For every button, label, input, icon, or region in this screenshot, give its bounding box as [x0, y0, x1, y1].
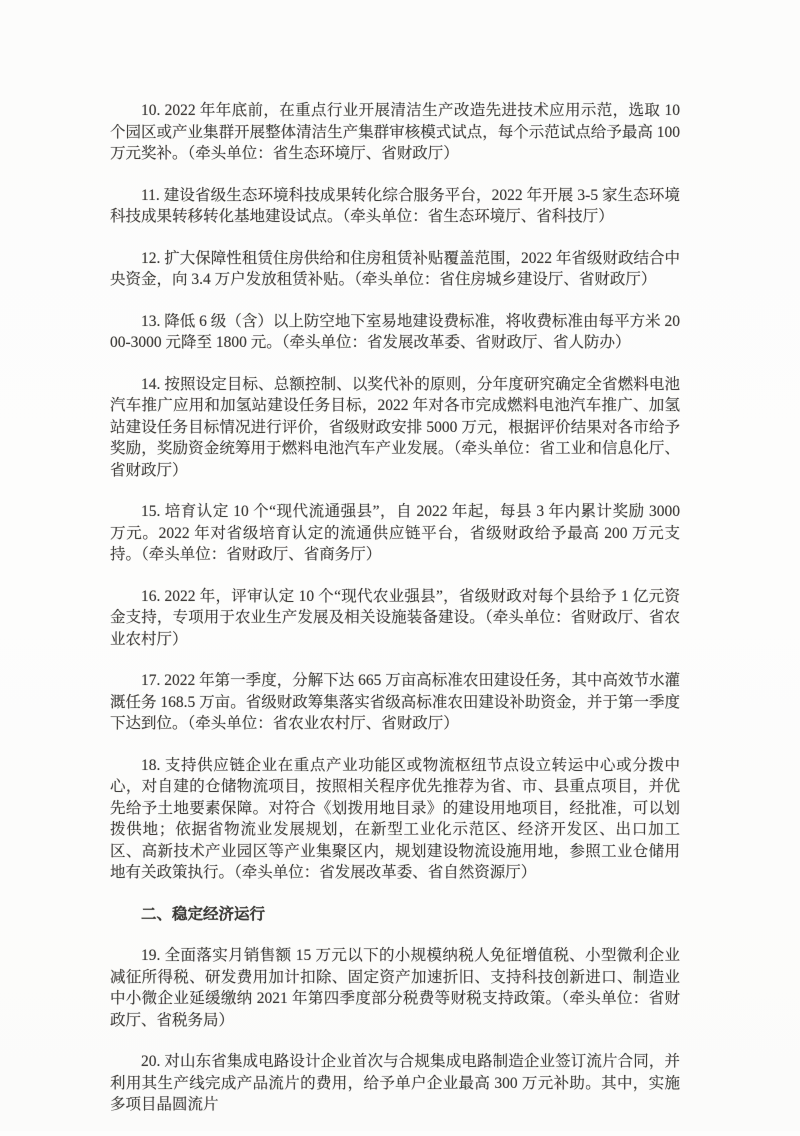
- paragraph-item-13: 13. 降低 6 级（含）以上防空地下室易地建设费标准，将收费标准由每平方米 2000-3000 元降至 1800 元。（牵头单位：省发展改革委、省财政厅、省人防办）: [110, 312, 680, 351]
- section-heading: 二、稳定经济运行: [141, 905, 266, 923]
- paragraph-item-17: 17. 2022 年第一季度，分解下达 665 万亩高标准农田建设任务，其中高效节水灌溉任务 168.5 万亩。省级财政筹集落实省级高标准农田建设补助资金，并于第一季度下达到位。（牵头单位：省农业农村厅、省财政厅）: [110, 672, 680, 732]
- paragraph-item-12: 12. 扩大保障性租赁住房供给和住房租赁补贴覆盖范围，2022 年省级财政结合中央资金，向 3.4 万户发放租赁补贴。（牵头单位：省住房城乡建设厅、省财政厅）: [110, 249, 680, 288]
- paragraph-item-10: 10. 2022 年年底前，在重点行业开展清洁生产改造先进技术应用示范，选取 10 个园区或产业集群开展整体清洁生产集群审核模式试点，每个示范试点给予最高 100 万元奖补。（牵头单位：省生态环境厅、省财政厅）: [110, 102, 680, 162]
- document-body: [110, 100, 680, 1136]
- paragraph-item-19: 19. 全面落实月销售额 15 万元以下的小规模纳税人免征增值税、小型微利企业减征所得税、研发费用加计扣除、固定资产加速折旧、支持科技创新进口、制造业中小微企业延缓缴纳 2021 年第四季度部分税费等财税支持政策。（牵头单位：省财政厅、省税务局）: [110, 947, 680, 1029]
- paragraph-item-18: 18. 支持供应链企业在重点产业功能区或物流枢纽节点设立转运中心或分拨中心，对自建的仓储物流项目，按照相关程序优先推荐为省、市、县重点项目，并优先给予土地要素保障。对符合《划拨用地目录》的建设用地项目，经批准，可以划拨供地；依据省物流业发展规划，在新型工业化示范区、经济开发区、出口加工区、高新技术产业园区等产业集聚区内，规划建设物流设施用地，参照工业仓储用地有关政策执行。（牵头单位：省发展改革委、省自然资源厅）: [110, 756, 680, 881]
- paragraph-item-15: 15. 培育认定 10 个“现代流通强县”，自 2022 年起，每县 3 年内累计奖励 3000 万元。2022 年对省级培育认定的流通供应链平台，省级财政给予最高 200 万元支持。（牵头单位：省财政厅、省商务厅）: [110, 503, 680, 563]
- paragraph-item-20: 20. 对山东省集成电路设计企业首次与合规集成电路制造企业签订流片合同，并利用其生产线完成产品流片的费用，给予单户企业最高 300 万元补助。其中，实施多项目晶圆流片: [110, 1053, 680, 1113]
- paragraph-item-16: 16. 2022 年，评审认定 10 个“现代农业强县”，省级财政对每个县给予 1 亿元资金支持，专项用于农业生产发展及相关设施装备建设。（牵头单位：省财政厅、省农业农村厅）: [110, 587, 680, 648]
- paragraph-item-11: 11. 建设省级生态环境科技成果转化综合服务平台，2022 年开展 3-5 家生态环境科技成果转移转化基地建设试点。（牵头单位：省生态环境厅、省科技厅）: [110, 186, 680, 225]
- paragraph-item-14: 14. 按照设定目标、总额控制、以奖代补的原则，分年度研究确定全省燃料电池汽车推广应用和加氢站建设任务目标，2022 年对各市完成燃料电池汽车推广、加氢站建设任务目标情况进行评价，省级财政安排 5000 万元，根据评价结果对各市给予奖励，奖励资金统筹用于燃料电池汽车产业发展。（牵头单位：省工业和信息化厅、省财政厅）: [110, 375, 680, 479]
